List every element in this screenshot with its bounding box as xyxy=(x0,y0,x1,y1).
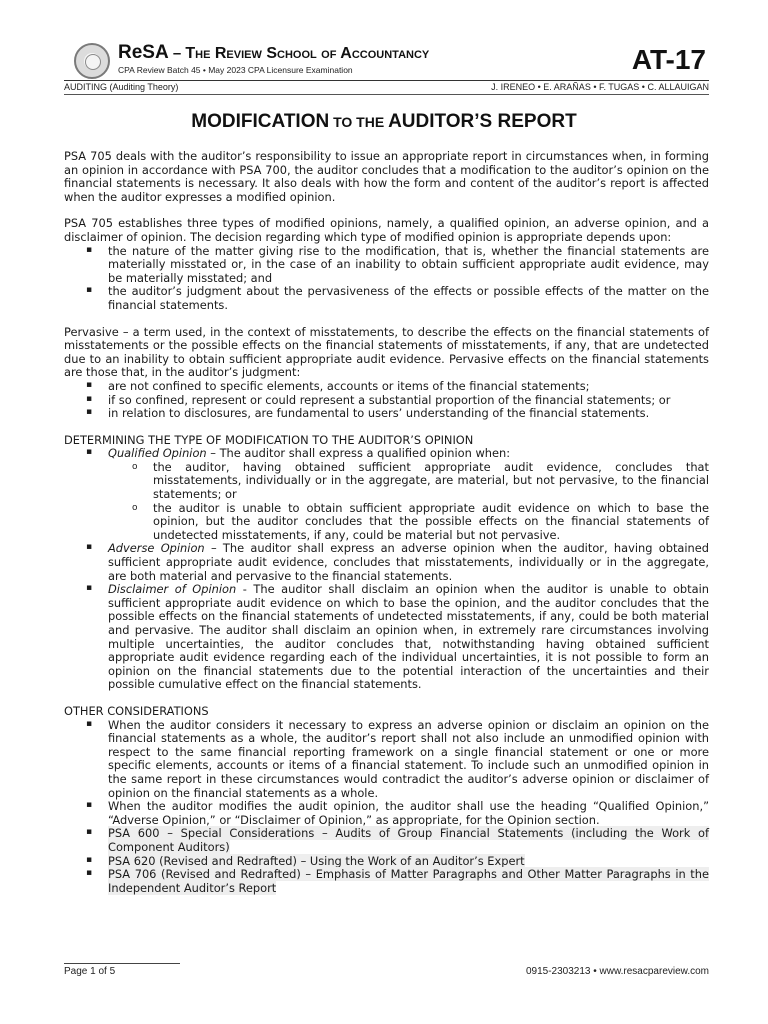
subject-label: AUDITING (Auditing Theory) xyxy=(64,82,179,92)
psa-706-reference: PSA 706 (Revised and Redrafted) – Emphasis of Matter Paragraphs and Other Matter Paragraphs in the Independent Auditor’s Report xyxy=(108,867,709,895)
handout-code: AT-17 xyxy=(631,44,706,75)
disclaimer-text: - The auditor shall disclaim an opinion when the auditor is unable to obtain sufficient appropriate audit evidence on which to base the opinion, and the auditor concludes that the possible effects on the financial statements of undetected misstatements, if any, could be both material and pervasive. The auditor shall disclaim an opinion when, in extremely rare circumstances involving multiple uncertainties, the auditor concludes that, notwithstanding having obtained sufficient appropriate audit evidence regarding each of the individual uncertainties, it is not possible to form an opinion on the financial statements due to the potential interaction of the uncertainties and their possible cumulative effect on the financial statements. xyxy=(108,582,709,692)
footer-contact: 0915-2303213 • www.resacpareview.com xyxy=(525,966,709,977)
footer-rule xyxy=(64,963,180,964)
decision-factors-list xyxy=(64,245,709,313)
opinion-types-list xyxy=(64,447,709,692)
header-rule-top xyxy=(64,80,709,81)
section-heading-other: OTHER CONSIDERATIONS xyxy=(64,703,209,718)
page-number: Page 1 of 5 xyxy=(64,966,116,977)
other-considerations-list xyxy=(64,719,709,896)
psa-620-reference: PSA 620 (Revised and Redrafted) – Using the Work of an Auditor’s Expert xyxy=(108,853,525,868)
pervasive-definition: Pervasive – a term used, in the context of misstatements, to describe the effects on the financial statements of misstatements or the possible effects on the financial statements of misstatements, if any, that are undetected due to an inability to obtain sufficient appropriate audit evidence. Pervasive effects on the financial statements are those that, in the auditor’s judgment: xyxy=(64,324,709,380)
title-part-1: MODIFICATION xyxy=(191,111,330,132)
list-item: ▪ When the auditor modifies the audit opinion, the auditor shall use the heading “Qualified Opinion,” “Adverse Opinion,” or “Disclaimer of Opinion,” as appropriate, for the Opinion section. xyxy=(64,800,709,827)
list-item: ▪ the nature of the matter giving rise to the modification, that is, whether the financial statements are materially misstated or, in the case of an inability to obtain sufficient appropriate audit evidence, may be materially misstated; and xyxy=(64,245,709,286)
disclaimer-term: Disclaimer of Opinion xyxy=(108,582,237,597)
section-heading-determining: DETERMINING THE TYPE OF MODIFICATION TO THE AUDITOR’S OPINION xyxy=(64,432,474,447)
list-item: ▪ When the auditor considers it necessary to express an adverse opinion or disclaim an opinion on the financial statements as a whole, the auditor’s report shall not also include an unmodified opinion with respect to the same financial reporting framework on a single financial statement or one or more specific elements, accounts or items of a financial statement. To include such an unmodified opinion in the same report in these circumstances would contradict the auditor’s adverse opinion or disclaimer of opinion on the financial statements as a whole. xyxy=(64,719,709,801)
school-full-name: The Review School of Accountancy xyxy=(185,45,430,62)
title-part-3: AUDITOR’S REPORT xyxy=(388,111,577,132)
list-item xyxy=(64,827,709,854)
adverse-term: Adverse Opinion xyxy=(108,541,205,556)
brand-name: ReSA xyxy=(118,42,169,63)
brand-dash: – xyxy=(168,45,186,62)
intro-paragraph-1: PSA 705 deals with the auditor’s responsibility to issue an appropriate report in circumstances when, in forming an opinion in accordance with PSA 700, the auditor concludes that a modification to the auditor’s opinion on the financial statements is necessary. It also deals with how the form and content of the auditor’s report is affected when the auditor expresses a modified opinion. xyxy=(64,149,709,204)
list-item-disclaimer xyxy=(64,583,709,692)
document-body xyxy=(64,150,709,895)
title-part-2: TO THE xyxy=(329,114,389,130)
psa-600-reference: PSA 600 – Special Considerations – Audits of Group Financial Statements (including the Work of Component Auditors) xyxy=(108,826,709,854)
pervasive-criteria-list xyxy=(64,380,709,421)
school-name xyxy=(118,42,429,64)
list-item: ▪ are not confined to specific elements, accounts or items of the financial statements; xyxy=(64,380,709,394)
list-item: ▪ if so confined, represent or could represent a substantial proportion of the financial statements; or xyxy=(64,394,709,408)
resa-logo xyxy=(74,43,110,79)
batch-line: CPA Review Batch 45 • May 2023 CPA Licensure Examination xyxy=(118,65,353,75)
qualified-conditions-list xyxy=(108,461,709,543)
authors-label: J. IRENEO • E. ARAÑAS • F. TUGAS • C. ALLAUIGAN xyxy=(491,82,709,92)
document-title xyxy=(0,111,768,133)
list-item: o the auditor is unable to obtain sufficient appropriate audit evidence on which to base the opinion, but the auditor concludes that the possible effects on the financial statements of undetected misstatements, if any, could be material but not pervasive. xyxy=(108,502,709,543)
list-item-adverse xyxy=(64,542,709,583)
adverse-text: – The auditor shall express an adverse opinion when the auditor, having obtained sufficient appropriate audit evidence, concludes that misstatements, individually or in the aggregate, are both material and pervasive to the financial statements. xyxy=(108,541,710,583)
header-rule-bottom xyxy=(64,94,709,95)
list-item xyxy=(64,868,709,895)
list-item: ▪ the auditor’s judgment about the pervasiveness of the effects or possible effects of the matter on the financial statements. xyxy=(64,285,709,312)
list-item: o the auditor, having obtained sufficient appropriate audit evidence, concludes that misstatements, individually or in the aggregate, are material, but not pervasive, to the financial statements; or xyxy=(108,461,709,502)
qualified-term: Qualified Opinion xyxy=(108,446,207,461)
list-item xyxy=(64,855,709,869)
qualified-text: – The auditor shall express a qualified opinion when: xyxy=(206,446,511,461)
list-item-qualified xyxy=(64,447,709,542)
list-item: ▪ in relation to disclosures, are fundamental to users’ understanding of the financial statements. xyxy=(64,407,709,421)
intro-paragraph-2: PSA 705 establishes three types of modified opinions, namely, a qualified opinion, an adverse opinion, and a disclaimer of opinion. The decision regarding which type of modified opinion is appropriate depends upon: xyxy=(64,216,709,244)
